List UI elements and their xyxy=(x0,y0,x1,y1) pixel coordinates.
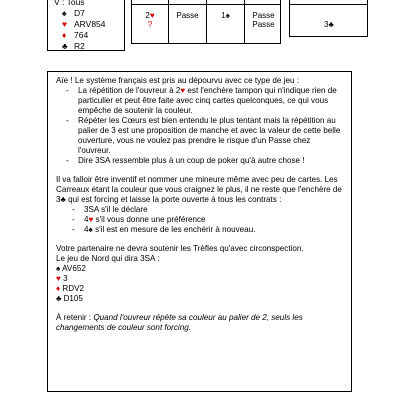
north-cards-clubs: D105 xyxy=(63,294,83,303)
diamond-icon: ♦ xyxy=(62,30,67,40)
spacer xyxy=(56,166,343,175)
answer-panel xyxy=(289,0,368,37)
paragraph-north-intro: Le jeu de Nord qui dira 3SA : xyxy=(56,254,160,263)
bid-nord-1-level: 1 xyxy=(221,11,226,20)
north-suit-spades xyxy=(56,264,343,274)
spade-icon: ♠ xyxy=(225,11,230,20)
answer-bid xyxy=(324,20,334,29)
heart-icon: ♥ xyxy=(56,274,61,283)
list-item xyxy=(56,215,343,225)
bid-est-1: Passe xyxy=(252,11,275,20)
bidding-col-nord xyxy=(207,11,244,20)
bid-est-2: Passe xyxy=(252,20,275,29)
club-icon: ♣ xyxy=(60,195,66,204)
answer-bid-level: 3 xyxy=(324,20,329,29)
list-item-text: La répétition de l'ouvreur à 2 xyxy=(78,86,181,95)
bid-ouest-1: Passe xyxy=(176,11,199,20)
hand-suit-spades xyxy=(48,8,124,19)
bid-sud-1-level: 2 xyxy=(145,11,150,20)
club-icon: ♣ xyxy=(62,41,68,51)
bid-sud-2: ? xyxy=(147,20,153,29)
vulnerability-label: V : Tous xyxy=(54,0,85,7)
north-suit-diamonds xyxy=(56,284,343,294)
spacer xyxy=(56,235,343,244)
list-item: - Répéter les Cœurs est bien entendu le plus tentant mais la répétition au palier de 3 est une proposition de manche et avec la valeur de cette belle ouverture, vous ne voulez pas prendre le risque d'un Passe chez l'ouvreur. xyxy=(56,116,343,156)
paragraph-text: Il va falloir être inventif et nommer une mineure même avec peu de cartes. Les Carreaux étant la couleur que vous craignez le plus, il ne reste que l'enchère de 3 xyxy=(56,175,342,204)
bidding-col-ouest xyxy=(169,11,206,20)
club-icon: ♣ xyxy=(328,20,334,29)
spade-icon: ♠ xyxy=(88,225,93,234)
hand-cards-clubs: R2 xyxy=(74,41,85,51)
bidding-table xyxy=(131,0,281,44)
hand-suit-hearts xyxy=(48,19,124,30)
bidding-col-sud xyxy=(132,11,168,29)
north-cards-hearts: 3 xyxy=(63,274,68,283)
bid-level: 4 xyxy=(84,225,89,234)
north-suit-clubs xyxy=(56,294,343,304)
heart-icon: ♥ xyxy=(62,19,68,29)
answer-header-row xyxy=(290,0,367,5)
spade-icon: ♠ xyxy=(62,8,67,18)
bidding-divider xyxy=(168,0,169,43)
bidding-col-est xyxy=(245,11,282,29)
spade-icon: ♠ xyxy=(56,264,61,273)
heart-icon: ♥ xyxy=(180,86,186,95)
diamond-icon: ♦ xyxy=(56,284,61,293)
paragraph-solution xyxy=(56,175,343,205)
bid-nord-1 xyxy=(207,11,244,20)
hand-panel xyxy=(47,0,125,51)
list-item xyxy=(56,86,343,116)
bid-sud-1 xyxy=(132,11,168,20)
hand-cards-diamonds: 764 xyxy=(74,30,89,40)
north-cards-spades: AV652 xyxy=(62,264,86,273)
bid-level: 4 xyxy=(84,215,89,224)
club-icon: ♣ xyxy=(56,294,62,303)
retain-text: Quand l'ouvreur répète sa couleur au palier de 2, seuls les changements de couleur sont forcing. xyxy=(56,313,303,332)
list-item xyxy=(56,225,343,235)
spacer xyxy=(56,304,343,313)
heart-icon: ♥ xyxy=(149,11,155,20)
retain-note xyxy=(56,313,343,333)
retain-label: À retenir : xyxy=(56,313,94,322)
hand-cards-hearts: ARV854 xyxy=(74,19,106,29)
north-cards-diamonds: RDV2 xyxy=(62,284,84,293)
list-item: - Dire 3SA ressemble plus à un coup de poker qu'à autre chose ! xyxy=(56,156,343,166)
heart-icon: ♥ xyxy=(88,215,94,224)
commentary-panel xyxy=(47,71,352,392)
problems-list xyxy=(56,86,343,166)
intro-text: Aïe ! Le système français est pris au dépourvu avec ce type de jeu : xyxy=(56,76,299,85)
list-item-text: est l'enchère tampon qui n'indique rien de particulier et peut être faite avec cinq cartes quelconques, ce qui vous empêche de soutenir la couleur. xyxy=(78,86,337,115)
hand-suit-clubs xyxy=(48,41,124,52)
hand-suit-diamonds xyxy=(48,30,124,41)
contracts-list xyxy=(56,205,343,235)
list-item: - 3SA s'il le déclare xyxy=(56,205,343,215)
paragraph-caution: Votre partenaire ne devra soutenir les Trèfles qu'avec circonspection. xyxy=(56,244,304,253)
list-item-text: s'il est en mesure de les enchérir à nouveau. xyxy=(92,225,256,234)
hand-cards-spades: D7 xyxy=(74,8,85,18)
north-suit-hearts xyxy=(56,274,343,284)
bidding-divider xyxy=(206,0,207,43)
list-item-text: s'il vous donne une préférence xyxy=(93,215,206,224)
paragraph-text: qui est forcing et laisse la porte ouverte à tous les contrats : xyxy=(65,195,282,204)
